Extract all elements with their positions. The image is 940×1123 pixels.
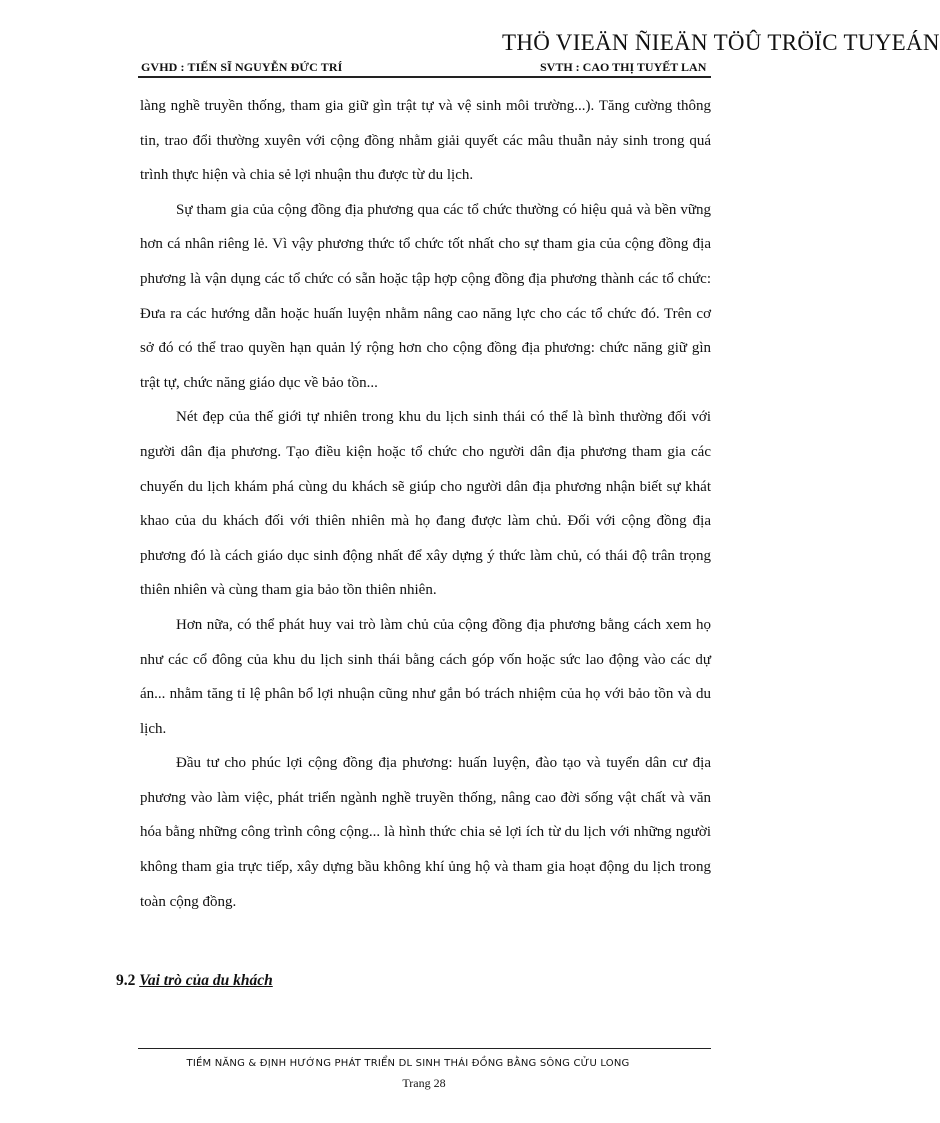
- page-number: Trang 28: [402, 1076, 446, 1090]
- paragraph-4: Hơn nữa, có thể phát huy vai trò làm chủ của cộng đồng địa phương bằng cách xem họ như các cổ đông của khu du lịch sinh thái bằng cách góp vốn hoặc sức lao động vào các dự án... nhằm tăng tỉ lệ phân bổ lợi nhuận cũng như gắn bó trách nhiệm của họ với bảo tồn và du lịch.: [140, 616, 711, 737]
- header-advisor: GVHD : TIẾN SĨ NGUYỄN ĐỨC TRÍ: [141, 60, 343, 74]
- paragraph-3: Nét đẹp của thế giới tự nhiên trong khu du lịch sinh thái có thể là bình thường đối với người dân địa phương. Tạo điều kiện hoặc tổ chức cho người dân địa phương tham gia các chuyến du lịch khám phá cùng du khách sẽ giúp cho người dân địa phương nhận biết sự khát khao của du khách đối với thiên nhiên mà họ đang được làm chủ. Đối với cộng đồng địa phương đó là cách giáo dục sinh động nhất để xây dựng ý thức làm chủ, có thái độ trân trọng thiên nhiên và cùng tham gia bảo tồn thiên nhiên.: [140, 409, 711, 599]
- section-title: Vai trò của du khách: [139, 972, 273, 989]
- header-student: SVTH : CAO THỊ TUYẾT LAN: [540, 60, 707, 74]
- footer-rule: [138, 1048, 711, 1049]
- section-number: 9.2: [116, 972, 136, 989]
- footer-title: TIỀM NĂNG & ĐỊNH HƯỚNG PHÁT TRIỂN DL SINH THÁI ĐỒNG BẰNG SÔNG CỬU LONG: [186, 1058, 630, 1069]
- paragraph-2: Sự tham gia của cộng đồng địa phương qua các tổ chức thường có hiệu quả và bền vững hơn cá nhân riêng lẻ. Vì vậy phương thức tổ chức tốt nhất cho sự tham gia của cộng đồng địa phương là vận dụng các tổ chức có sẵn hoặc tập hợp cộng đồng địa phương thành các tổ chức: Đưa ra các hướng dẫn hoặc huấn luyện nhằm nâng cao năng lực cho các tổ chức đó. Trên cơ sở đó có thể trao quyền hạn quản lý rộng hơn cho cộng đồng địa phương: chức năng giữ gìn trật tự, chức năng giáo dục về bảo tồn...: [140, 201, 711, 391]
- watermark-text: THÖ VIEÄN ÑIEÄN TÖÛ TRÖÏC TUYEÁN: [502, 30, 940, 55]
- section-heading: [116, 972, 273, 990]
- paragraph-1: làng nghề truyền thống, tham gia giữ gìn trật tự và vệ sinh môi trường...). Tăng cường thông tin, trao đổi thường xuyên với cộng đồng nhằm giải quyết các mâu thuẫn nảy sinh trong quá trình thực hiện và chia sẻ lợi nhuận thu được từ du lịch.: [140, 98, 711, 184]
- header-rule: [138, 76, 711, 78]
- paragraph-5: Đầu tư cho phúc lợi cộng đồng địa phương: huấn luyện, đào tạo và tuyển dân cư địa phương vào làm việc, phát triển ngành nghề truyền thống, nâng cao đời sống vật chất và văn hóa bằng những công trình công cộng... là hình thức chia sẻ lợi ích từ du lịch với những người không tham gia trực tiếp, xây dựng bầu không khí ủng hộ và tham gia hoạt động du lịch trong toàn cộng đồng.: [140, 755, 711, 910]
- body-content: [140, 89, 711, 919]
